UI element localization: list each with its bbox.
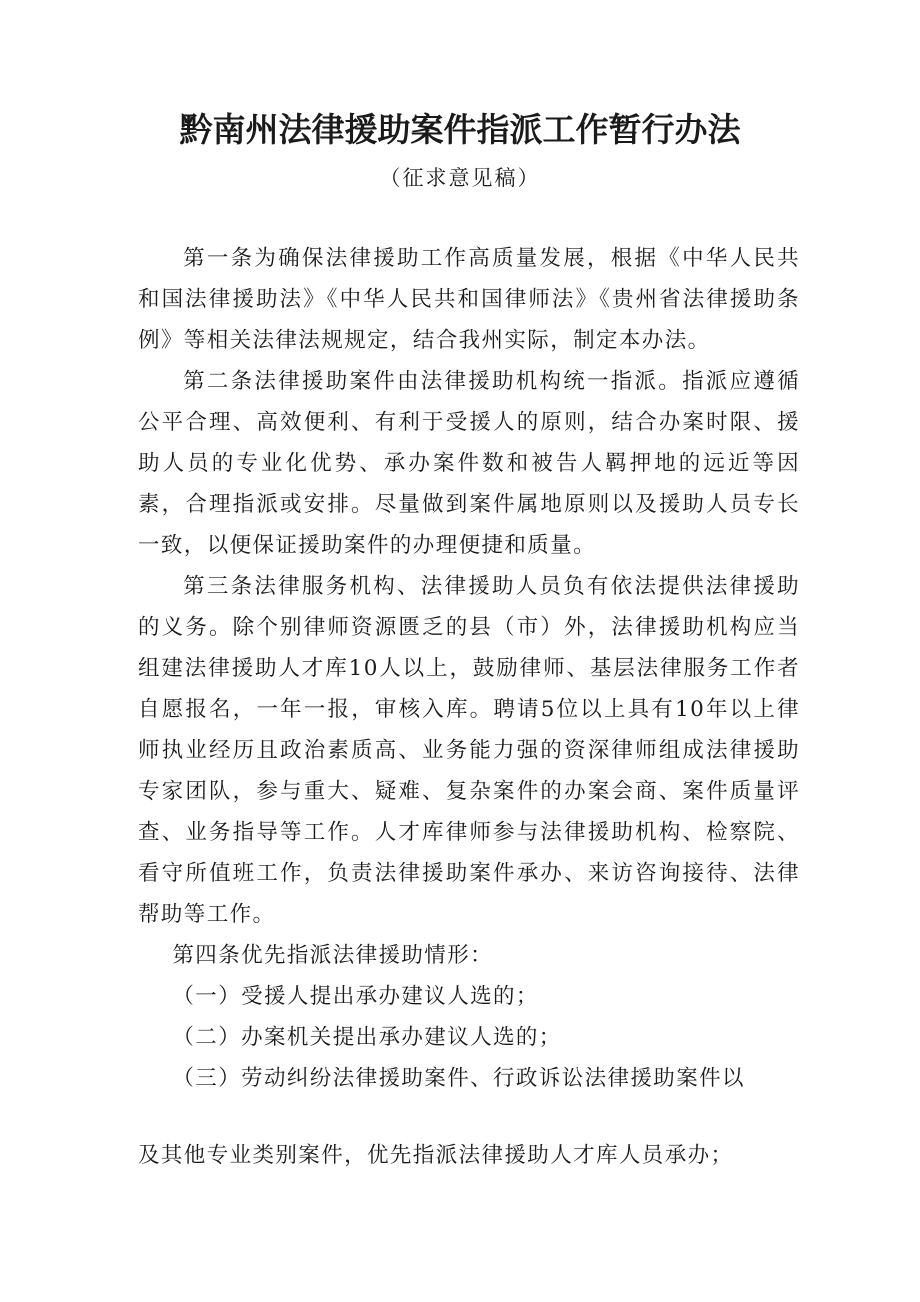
- document-title: 黔南州法律援助案件指派工作暂行办法: [179, 110, 741, 149]
- article-4-heading: 第四条优先指派法律援助情形：: [172, 943, 493, 968]
- article-2-paragraph: 第二条法律援助案件由法律援助机构统一指派。指派应遵循公平合理、高效便利、有利于受援人的原则，结合办案时限、援助人员的专业化优势、承办案件数和被告人羁押地的远近等因素，合理指派或安排。尽量做到案件属地原则以及援助人员专长一致，以便保证援助案件的办理便捷和质量。: [138, 369, 800, 558]
- document-body: [138, 238, 800, 1176]
- article-4-item-1: （一）受援人提出承办建议人选的；: [172, 984, 539, 1009]
- article-3-paragraph: 第三条法律服务机构、法律援助人员负有依法提供法律援助的义务。除个别律师资源匮乏的县（市）外，法律援助机构应当组建法律援助人才库10人以上，鼓励律师、基层法律服务工作者自愿报名，一年一报，审核入库。聘请5位以上具有10年以上律师执业经历且政治素质高、业务能力强的资深律师组成法律援助专家团队，参与重大、疑难、复杂案件的办案会商、案件质量评查、业务指导等工作。人才库律师参与法律援助机构、检察院、看守所值班工作，负责法律援助案件承办、来访咨询接待、法律帮助等工作。: [138, 574, 800, 927]
- document-subtitle: （征求意见稿）: [379, 166, 541, 190]
- article-4-item-3-continuation: 及其他专业类别案件，优先指派法律援助人才库人员承办；: [138, 1143, 734, 1168]
- article-4-item-2: （二）办案机关提出承办建议人选的；: [172, 1025, 562, 1050]
- article-1-paragraph: 第一条为确保法律援助工作高质量发展，根据《中华人民共和国法律援助法》《中华人民共和国律师法》《贵州省法律援助条例》等相关法律法规规定，结合我州实际，制定本办法。: [138, 246, 800, 353]
- article-4-item-3: （三）劳动纠纷法律援助案件、行政诉讼法律援助案件以: [172, 1066, 745, 1091]
